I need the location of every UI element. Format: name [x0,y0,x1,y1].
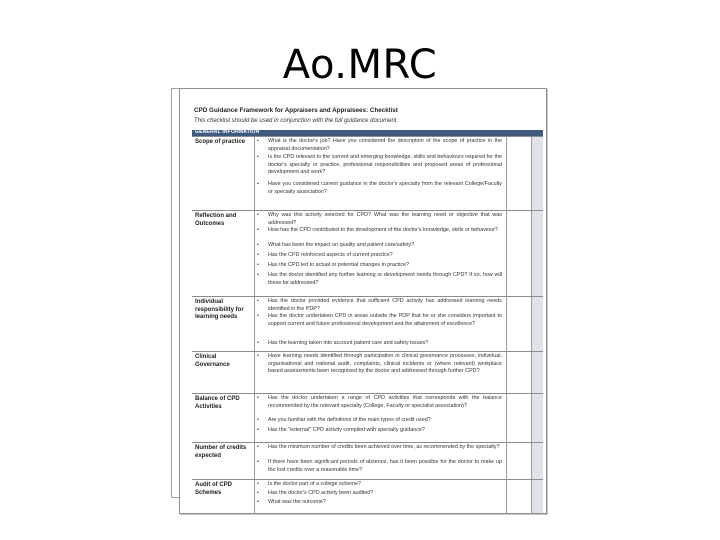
bullet-icon: • [257,181,259,187]
bullet-icon: • [257,227,259,233]
section-label: Individual responsibility for learning needs [195,299,244,320]
item-text: Is the doctor part of a college scheme? [268,481,361,487]
item-text: Has the "external" CPD activity complied with specialty guidance? [268,427,425,433]
bullet-icon: • [257,212,259,218]
bullet-icon: • [257,154,259,160]
item-text: What is the doctor's job? Have you considered the description of the scope of practice in the appraisal documentation? [268,138,502,152]
bullet-icon: • [257,313,259,319]
bullet-icon: • [257,262,259,268]
item-text: Has the doctor undertaken a range of CPD activities that corresponds with the balance recommended by the relevant specialty (College, Faculty or specialist association)? [268,395,502,409]
item-text: Have you considered current guidance in the doctor's specialty from the relevant College/Faculty or specialty association? [268,181,502,195]
item-text: Has the doctor provided evidence that sufficient CPD activity has addressed learning needs identified in the PDP? [268,298,502,312]
item-text: Has the CPD reinforced aspects of current practice? [268,252,393,258]
section-label: Scope of practice [195,139,246,145]
item-text: How has the CPD contributed to the development of the doctor's knowledge, skills or behaviour? [268,227,498,233]
item-text: What was the outcome? [268,499,326,505]
item-text: Has the doctor undertaken CPD in areas outside the PDP that he or she considers important to support current and future professional development and the attainment of excellence? [268,313,502,327]
bullet-icon: • [257,481,259,487]
bullet-icon: • [257,499,259,505]
item-text: If there have been significant periods of absence, has it been possible for the doctor to make up the lost credits over a reasonable time? [268,459,502,473]
bullet-icon: • [257,427,259,433]
document-title: CPD Guidance Framework for Appraisers and Appraisees: Checklist [194,107,398,114]
section-label: Number of credits expected [195,445,247,459]
checklist-section [192,479,543,514]
item-text: Why was this activity selected for CPD? What was the learning need or objective that was addressed? [268,212,502,226]
section-label: Balance of CPD Activities [195,396,240,410]
bullet-icon: • [257,272,259,278]
item-text: Has the doctor's CPD activity been audited? [268,490,374,496]
bullet-icon: • [257,138,259,144]
checklist-section [192,393,543,443]
item-text: Are you familiar with the definitions of the main types of credit used? [268,417,431,423]
item-text: Has the learning taken into account patient care and safety issues? [268,340,429,346]
item-text: What has been the impact on quality and patient care/safety? [268,242,415,248]
bullet-icon: • [257,395,259,401]
document-subtitle: This checklist should be used in conjunction with the full guidance document. [194,118,399,124]
item-text: Is the CPD relevant to the current and emerging knowledge, skills and behaviours required for the doctor's specialty or practice, professional responsibilities and proposed areas of professional development and work? [268,154,502,175]
bullet-icon: • [257,459,259,465]
section-label: Reflection and Outcomes [195,213,237,227]
document-page [179,88,547,514]
item-text: Has the CPD led to actual or potential changes in practice? [268,262,410,268]
bullet-icon: • [257,490,259,496]
section-label: Audit of CPD Schemes [195,482,232,496]
checklist-section [192,210,543,297]
item-text: Has the doctor identified any further learning or development needs through CPD? If so, how will these be addressed? [268,272,502,286]
section-label: Clinical Governance [195,354,230,368]
bullet-icon: • [257,252,259,258]
bullet-icon: • [257,353,259,359]
item-text: Have learning needs identified through participation in clinical governance processes, individual, organisational and national audit, complaints, clinical incidents or (where relevant) workplace based assessments been recognised by the doctor and addressed through further CPD? [268,353,502,374]
bullet-icon: • [257,417,259,423]
band-label: GENERAL INFORMATION [195,129,260,135]
checklist-section [192,351,543,394]
bullet-icon: • [257,242,259,248]
checklist-section [192,296,543,352]
bullet-icon: • [257,298,259,304]
checklist-grid [192,130,543,513]
bullet-icon: • [257,340,259,346]
item-text: Has the minimum number of credits been achieved over time, as recommended by the specialty? [268,444,500,450]
checklist-section [192,442,543,480]
slide-title: Ao.MRC [282,42,438,88]
checklist-section [192,136,543,211]
bullet-icon: • [257,444,259,450]
